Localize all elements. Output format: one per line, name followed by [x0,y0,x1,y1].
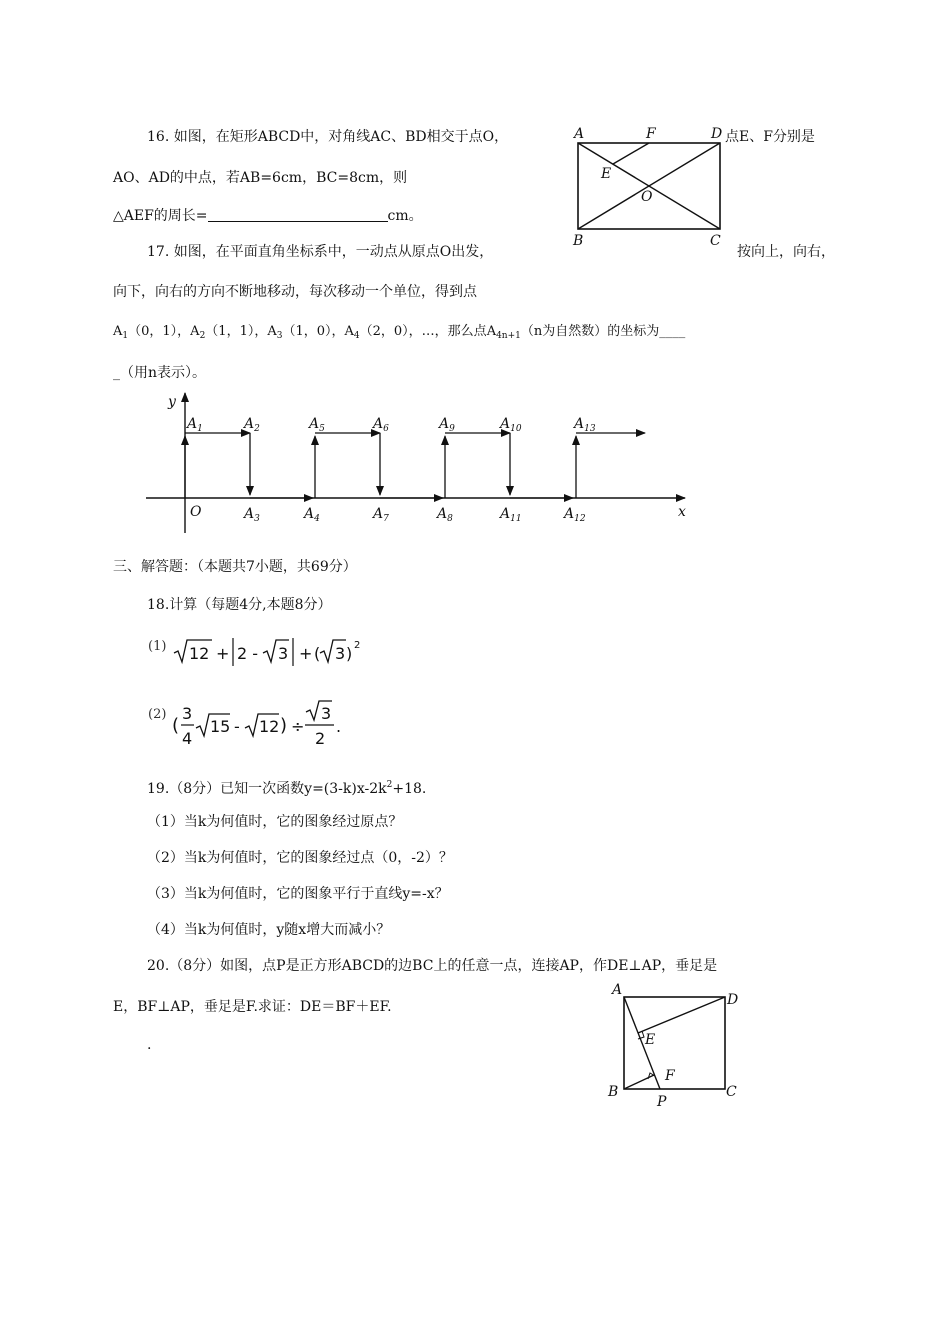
svg-text:3: 3 [278,644,289,663]
svg-text:): ) [280,715,288,736]
label-f: F [665,1068,675,1084]
svg-text:15: 15 [210,717,231,736]
q19-item-1: （1）当k为何值时，它的图象经过原点？ [147,814,403,830]
svg-text:.: . [336,717,342,736]
q19-title: 19.（8分）已知一次函数$y=(3-k)x-2k^2+18$. [147,780,427,797]
svg-text:2 -: 2 - [237,644,259,663]
label-a11: $A_{11}$ [500,506,522,524]
label-c: C [710,233,721,249]
svg-text:12: 12 [259,717,280,736]
q20-line3: . [147,1037,152,1053]
svg-text:4: 4 [182,729,193,748]
q16-line1-tail: 点E、F分别是 [725,129,815,145]
svg-text:-: - [234,717,240,736]
svg-text:3: 3 [321,704,332,723]
svg-text:(: ( [172,715,180,736]
coordinate-path-figure [140,388,700,538]
svg-text:+: + [299,644,313,663]
label-o: O [641,189,653,205]
q17-line1-tail: 按向上，向右， [737,244,835,260]
label-e: E [645,1032,656,1048]
q20-line2: E，BF⊥AP，垂足是F.求证：DE＝BF＋EF. [113,999,392,1015]
q19-item-2: （2）当k为何值时，它的图象经过点（0，-2）？ [147,850,453,866]
label-a8: $A_8$ [437,506,453,524]
svg-text:2: 2 [354,640,361,651]
label-a3: $A_3$ [244,506,260,524]
svg-text:(: ( [314,644,321,663]
label-a: A [612,982,623,998]
label-b: B [608,1084,619,1100]
label-a1: $A_1$ [187,416,203,434]
q16-line2: AO、AD的中点，若AB=6cm，BC=8cm，则 [113,170,408,186]
svg-text:3: 3 [182,704,193,723]
q17-line3: $A_1(0$，1），$A_2(1$，1），$A_3(1$，0），$A_4(2$，0），…，那么点$A_{4n+1}(n$为自然数）的坐标为____ [113,324,686,341]
label-b: B [573,233,584,249]
label-e: E [601,166,612,182]
origin-label: O [190,504,202,520]
square-figure [602,980,752,1110]
svg-text:): ) [346,644,353,663]
axis-x-label: x [678,504,686,520]
q16-line1: 16. 如图，在矩形ABCD中，对角线AC、BD相交于点O， [147,129,509,145]
label-a7: $A_7$ [373,506,389,524]
label-a5: $A_5$ [309,416,325,434]
answer-blank [208,207,388,222]
svg-text:3: 3 [335,644,346,663]
label-a2: $A_2$ [244,416,260,434]
svg-text:+: + [216,644,230,663]
label-a: A [574,126,585,142]
rectangle-figure [570,122,730,252]
q20-line1: 20.（8分）如图，点P是正方形ABCD的边BC上的任意一点，连接AP，作DE⊥AP，垂足是 [147,958,718,974]
label-a10: $A_{10}$ [500,416,522,434]
svg-text:2: 2 [315,729,326,748]
axis-y-label: y [168,394,176,410]
label-p: P [657,1094,667,1110]
q17-line1: 17. 如图，在平面直角坐标系中，一动点从原点O出发， [147,244,494,260]
q19-item-4: （4）当k为何值时，y随x增大而减小？ [147,922,391,938]
q17-line2: 向下，向右的方向不断地移动，每次移动一个单位，得到点 [113,284,477,300]
svg-text:12: 12 [189,644,210,663]
label-a9: $A_9$ [439,416,455,434]
q17-line4: _（用n表示）。 [113,365,207,381]
section-heading: 三、解答题：（本题共7小题，共69分） [113,559,357,575]
label-d: D [711,126,723,142]
label-a6: $A_6$ [373,416,389,434]
label-a4: $A_4$ [304,506,320,524]
svg-text:÷: ÷ [291,717,305,736]
label-a13: $A_{13}$ [574,416,596,434]
label-d: D [727,992,739,1008]
q16-line3: △AEF的周长= cm。 [113,208,423,224]
label-a12: $A_{12}$ [564,506,586,524]
label-f: F [646,126,656,142]
q19-item-3: （3）当k为何值时，它的图象平行于直线y=-x？ [147,886,449,902]
label-c: C [726,1084,737,1100]
q18-title: 18.计算（每题4分,本题8分） [147,597,332,613]
